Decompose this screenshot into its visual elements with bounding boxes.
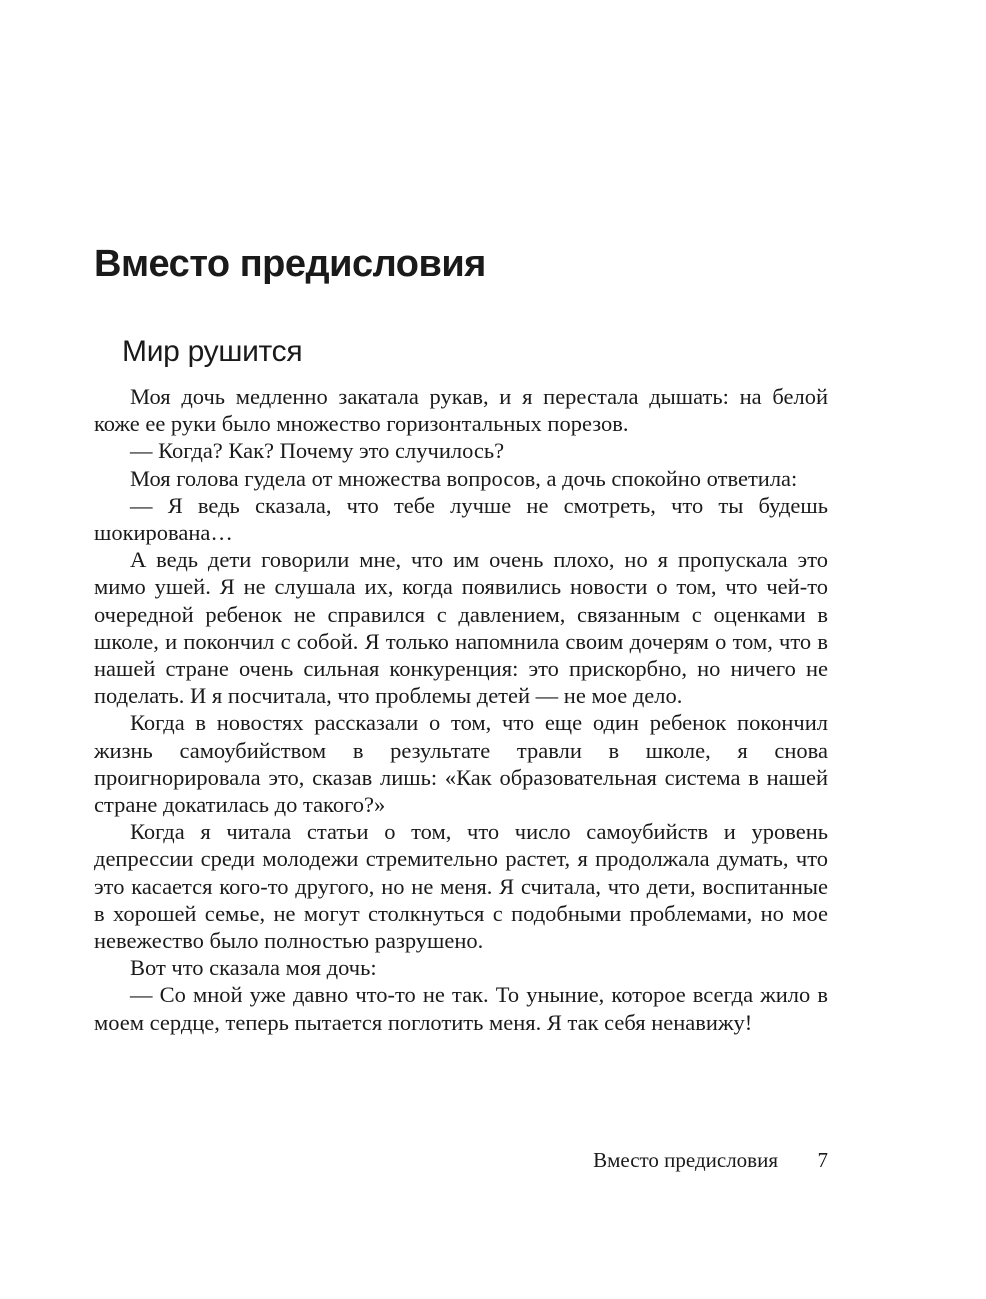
paragraph: Моя дочь медленно закатала рукав, и я перестала дышать: на белой коже ее руки было множество горизонтальных порезов. xyxy=(94,384,828,437)
paragraph: — Со мной уже давно что-то не так. То уныние, которое всегда жило в моем сердце, теперь пытается поглотить меня. Я так себя ненавижу! xyxy=(94,982,828,1035)
paragraph: — Я ведь сказала, что тебе лучше не смотреть, что ты будешь шокирована… xyxy=(94,492,828,546)
running-title: Вместо предисловия xyxy=(593,1148,778,1172)
body-text xyxy=(94,383,828,1036)
section-title: Мир рушится xyxy=(122,335,303,368)
chapter-title: Вместо предисловия xyxy=(94,243,486,285)
paragraph: А ведь дети говорили мне, что им очень плохо, но я пропускала это мимо ушей. Я не слушала их, когда появились новости о том, что чей-то очередной ребенок не справился с давлением, связанным с оценками в школе, и покончил с собой. Я только напомнила своим дочерям о том, что в нашей стране очень сильная конкуренция: это прискорбно, но ничего не поделать. И я посчитала, что проблемы детей — не мое дело. xyxy=(94,547,828,709)
paragraph: Вот что сказала моя дочь: xyxy=(130,955,377,981)
paragraph: — Когда? Как? Почему это случилось? xyxy=(130,438,505,464)
paragraph: Моя голова гудела от множества вопросов, а дочь спокойно ответила: xyxy=(130,465,798,491)
paragraph: Когда в новостях рассказали о том, что еще один ребенок покончил жизнь самоубийством в результате травли в школе, я снова проигнорировала это, сказав лишь: «Как образовательная система в нашей стране докатилась до такого?» xyxy=(94,710,828,818)
page-footer xyxy=(560,1148,828,1178)
page-number: 7 xyxy=(817,1148,828,1172)
paragraph: Когда я читала статьи о том, что число самоубийств и уровень депрессии среди молодежи стремительно растет, я продолжала думать, что это касается кого-то другого, но не меня. Я считала, что дети, воспитанные в хорошей семье, не могут столкнуться с подобными проблемами, но мое невежество было полностью разрушено. xyxy=(94,819,828,954)
